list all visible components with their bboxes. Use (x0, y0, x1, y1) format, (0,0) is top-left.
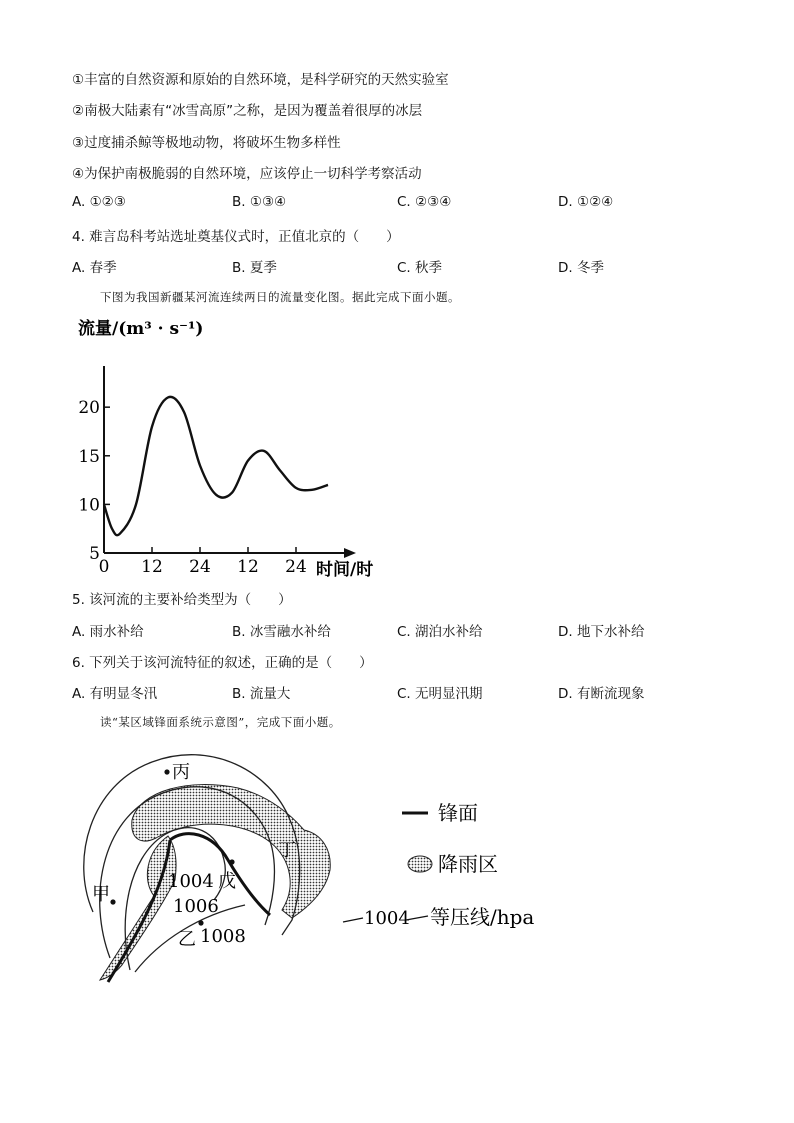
chart-axes (104, 366, 356, 558)
legend-isobar-label: 等压线/hpa (430, 905, 535, 929)
legend-rain-symbol (408, 856, 432, 872)
point-wu-dot (229, 859, 234, 864)
y-tick-label: 20 (78, 398, 100, 419)
legend-isobar-left (343, 918, 363, 922)
point-yi-label: 乙 (178, 929, 196, 950)
y-ticks (78, 398, 110, 564)
statement-1: ①丰富的自然资源和原始的自然环境，是科学研究的天然实验室 (72, 72, 449, 88)
legend-rain-label: 降雨区 (438, 852, 498, 876)
q4-option-a[interactable]: A. 春季 (72, 260, 117, 276)
q6-option-d[interactable]: D. 有断流现象 (558, 686, 645, 702)
x-axis-label: 时间/时 (316, 560, 374, 580)
x-axis-arrow (344, 548, 356, 558)
y-tick-label: 10 (78, 495, 100, 516)
x-tick-label: 12 (237, 557, 259, 577)
point-ding-label: 丁 (278, 840, 296, 861)
q5-option-c[interactable]: C. 湖泊水补给 (397, 624, 483, 640)
flow-series (104, 397, 328, 535)
q3-option-c[interactable]: C. ②③④ (397, 194, 452, 210)
river-intro: 下图为我国新疆某河流连续两日的流量变化图。据此完成下面小题。 (100, 290, 460, 304)
isobar-label-1008: 1008 (200, 926, 246, 947)
q3-option-a[interactable]: A. ①②③ (72, 194, 126, 210)
q6-option-b[interactable]: B. 流量大 (232, 686, 291, 702)
q5-option-a[interactable]: A. 雨水补给 (72, 624, 144, 640)
q5-option-b[interactable]: B. 冰雪融水补给 (232, 624, 331, 640)
q6-option-c[interactable]: C. 无明显汛期 (397, 686, 483, 702)
x-tick-label: 24 (285, 557, 307, 577)
q5-stem: 5. 该河流的主要补给类型为（ ） (72, 592, 292, 608)
q5-option-d[interactable]: D. 地下水补给 (558, 624, 645, 640)
q3-option-b[interactable]: B. ①③④ (232, 194, 287, 210)
statement-2: ②南极大陆素有“冰雪高原”之称，是因为覆盖着很厚的冰层 (72, 103, 423, 119)
y-axis-label: 流量/(m³ · s⁻¹) (78, 319, 204, 339)
statement-3: ③过度捕杀鲸等极地动物，将破坏生物多样性 (72, 135, 341, 151)
legend-isobar-sample: 1004 (364, 908, 410, 929)
point-jia-dot (110, 899, 115, 904)
statement-4: ④为保护南极脆弱的自然环境，应该停止一切科学考察活动 (72, 166, 422, 182)
isobar-label-1004: 1004 (168, 871, 214, 892)
point-bing-label: 丙 (172, 762, 190, 783)
q3-option-d[interactable]: D. ①②④ (558, 194, 614, 210)
point-wu-label: 戊 (218, 871, 236, 892)
q4-option-d[interactable]: D. 冬季 (558, 260, 604, 276)
x-tick-label: 0 (98, 557, 110, 577)
flow-line (104, 397, 328, 535)
y-tick-label: 15 (78, 446, 100, 467)
front-intro: 读“某区域锋面系统示意图”，完成下面小题。 (100, 715, 341, 729)
point-yi-dot (198, 920, 203, 925)
front-system-diagram (60, 740, 580, 1005)
q4-option-c[interactable]: C. 秋季 (397, 260, 443, 276)
point-bing-dot (164, 769, 169, 774)
q6-stem: 6. 下列关于该河流特征的叙述，正确的是（ ） (72, 655, 373, 671)
rain-area-cold (100, 836, 176, 980)
x-tick-label: 24 (189, 557, 211, 577)
q6-option-a[interactable]: A. 有明显冬汛 (72, 686, 158, 702)
x-ticks (99, 547, 307, 577)
river-flow-chart (70, 310, 400, 585)
point-jia-label: 甲 (92, 884, 110, 905)
x-tick-label: 12 (141, 557, 163, 577)
y-tick-label: 5 (89, 544, 100, 564)
isobar-label-1006: 1006 (173, 896, 219, 917)
legend-front-label: 锋面 (438, 801, 478, 825)
q4-stem: 4. 难言岛科考站选址奠基仪式时，正值北京的（ ） (72, 229, 400, 245)
q4-option-b[interactable]: B. 夏季 (232, 260, 277, 276)
